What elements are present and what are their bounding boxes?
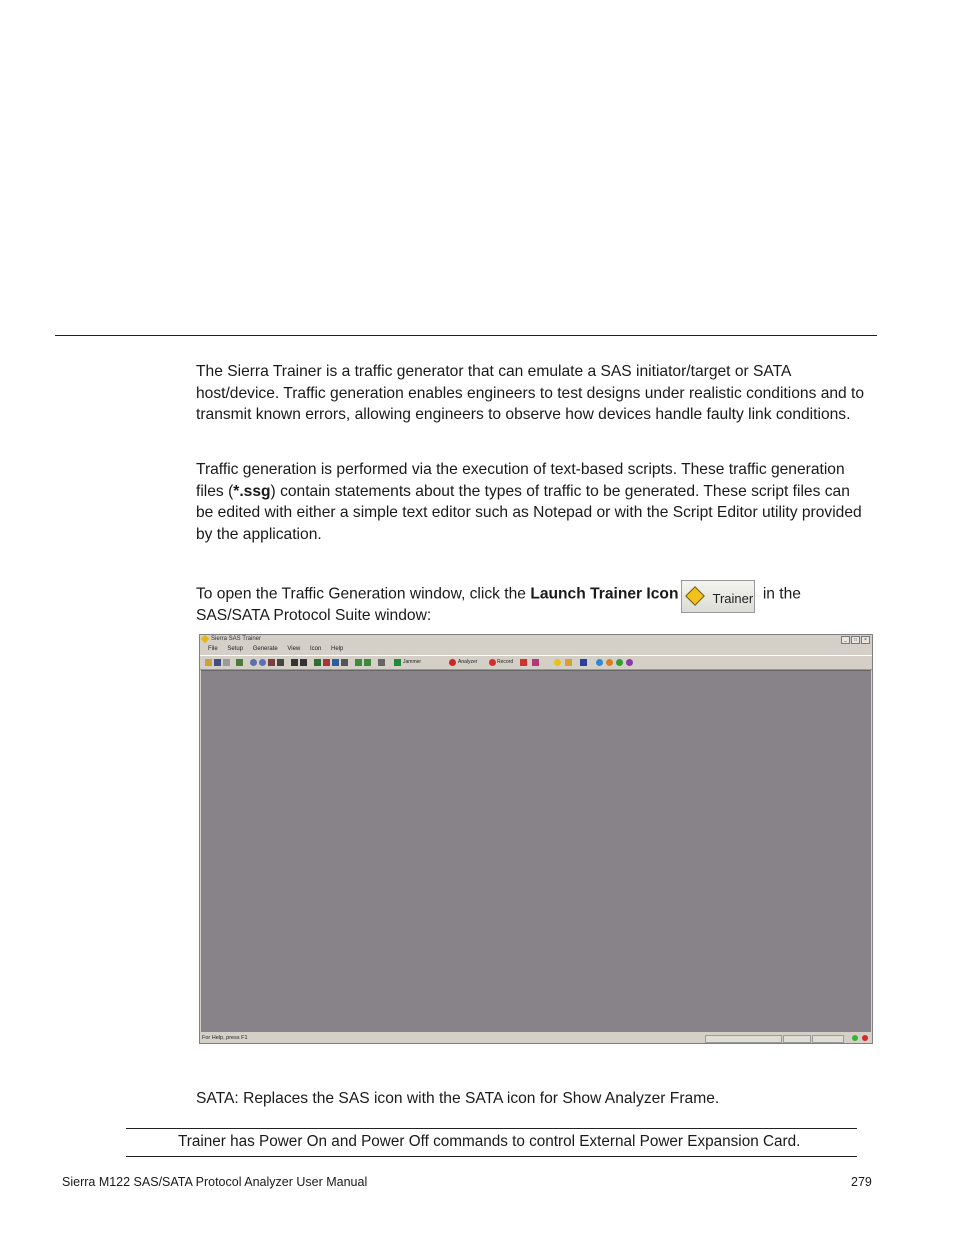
settings-icon[interactable] — [378, 659, 385, 666]
find-icon[interactable] — [291, 659, 298, 666]
p-icon[interactable] — [554, 659, 561, 666]
lines-icon[interactable] — [277, 659, 284, 666]
document-icon[interactable] — [223, 659, 230, 666]
note-text: Trainer has Power On and Power Off commands to control External Power Expansion Card. — [178, 1133, 801, 1150]
menu-setup[interactable]: Setup — [227, 646, 244, 652]
intro-paragraph-1 — [196, 361, 868, 426]
menu-view[interactable]: View — [287, 646, 301, 652]
zoom-out-icon[interactable] — [259, 659, 266, 666]
trainer-window-screenshot — [199, 634, 873, 1044]
app-icon — [201, 635, 209, 643]
intro-p1-text: The Sierra Trainer is a traffic generator that can emulate a SAS initiator/target or SATA host/device. Traffic generation enables engineers to test designs under realistic conditions and to transmit known errors, allowing engineers to observe how devices handle faulty link conditions. — [196, 363, 865, 424]
pause-icon[interactable] — [532, 659, 539, 666]
toolbar — [200, 655, 872, 670]
green-led-icon — [852, 1035, 858, 1041]
intro-paragraph-3 — [196, 572, 868, 627]
sata-note — [196, 1088, 868, 1110]
zoom-in-icon[interactable] — [250, 659, 257, 666]
note-top-rule — [126, 1128, 857, 1129]
save-icon[interactable] — [214, 659, 221, 666]
record-label[interactable]: Record — [497, 659, 514, 665]
menu-icon[interactable]: Icon — [309, 646, 322, 652]
status-text: For Help, press F1 — [202, 1035, 248, 1041]
status-panel-3 — [812, 1035, 844, 1043]
intro-p2-text-c: ) contain statements about the types of traffic to be generated. These script files can be edited with either a simple text editor such as Notepad or with the Script Editor utility provided by the application. — [196, 482, 862, 544]
menu-bar — [200, 644, 872, 654]
status-panel-2 — [783, 1035, 811, 1043]
open-icon[interactable] — [205, 659, 212, 666]
launch-trainer-icon-label: Launch Trainer Icon — [530, 585, 679, 603]
hand-icon[interactable] — [565, 659, 572, 666]
minimize-icon[interactable]: _ — [841, 636, 850, 644]
filter-icon[interactable] — [268, 659, 275, 666]
footer-manual-title: Sierra M122 SAS/SATA Protocol Analyzer User Manual — [62, 1175, 368, 1189]
close-icon[interactable]: × — [861, 636, 870, 644]
jammer-label[interactable]: Jammer — [403, 659, 422, 665]
menu-file[interactable]: File — [208, 646, 218, 652]
bars-icon[interactable] — [236, 659, 243, 666]
step-icon[interactable] — [364, 659, 371, 666]
analyzer-icon[interactable] — [449, 659, 456, 666]
goto-icon[interactable] — [314, 659, 321, 666]
trainer-diamond-icon — [686, 586, 706, 606]
status-panel-1 — [705, 1035, 782, 1043]
blue-circle-icon[interactable] — [596, 659, 603, 666]
plus-icon[interactable] — [580, 659, 587, 666]
intro-p3-text-c: in the SAS/SATA Protocol Suite window: — [196, 585, 801, 624]
window-title: Sierra SAS Trainer — [211, 636, 262, 642]
section-rule — [55, 335, 877, 336]
workspace-area — [201, 670, 871, 1032]
run-icon[interactable] — [355, 659, 362, 666]
maximize-icon[interactable]: □ — [851, 636, 860, 644]
stop-icon[interactable] — [520, 659, 527, 666]
note-bottom-rule — [126, 1156, 857, 1157]
ssg-extension: *.ssg — [233, 482, 271, 500]
trainer-button-label: Trainer — [712, 591, 754, 606]
status-bar — [200, 1033, 872, 1043]
menu-help[interactable]: Help — [331, 646, 344, 652]
record-icon[interactable] — [489, 659, 496, 666]
window-controls — [841, 636, 870, 644]
intro-p3-text-a: To open the Traffic Generation window, click the — [196, 585, 531, 603]
red-led-icon — [862, 1035, 868, 1041]
green-circle-icon[interactable] — [616, 659, 623, 666]
jammer-icon[interactable] — [394, 659, 401, 666]
intro-paragraph-2 — [196, 459, 868, 546]
bookmark-icon[interactable] — [332, 659, 339, 666]
launch-trainer-button[interactable] — [681, 580, 755, 613]
menu-generate[interactable]: Generate — [252, 646, 278, 652]
mark-icon[interactable] — [323, 659, 330, 666]
find-next-icon[interactable] — [300, 659, 307, 666]
sata-note-text: SATA: Replaces the SAS icon with the SATA icon for Show Analyzer Frame. — [196, 1090, 720, 1107]
window-titlebar — [200, 635, 872, 644]
edit-icon[interactable] — [341, 659, 348, 666]
orange-circle-icon[interactable] — [606, 659, 613, 666]
footer-page-number: 279 — [851, 1175, 872, 1189]
intro-p2-text-a: Traffic generation is performed via the execution of text-based scripts. These traffic generation files ( — [196, 461, 845, 500]
purple-circle-icon[interactable] — [626, 659, 633, 666]
analyzer-label[interactable]: Analyzer — [458, 659, 478, 665]
